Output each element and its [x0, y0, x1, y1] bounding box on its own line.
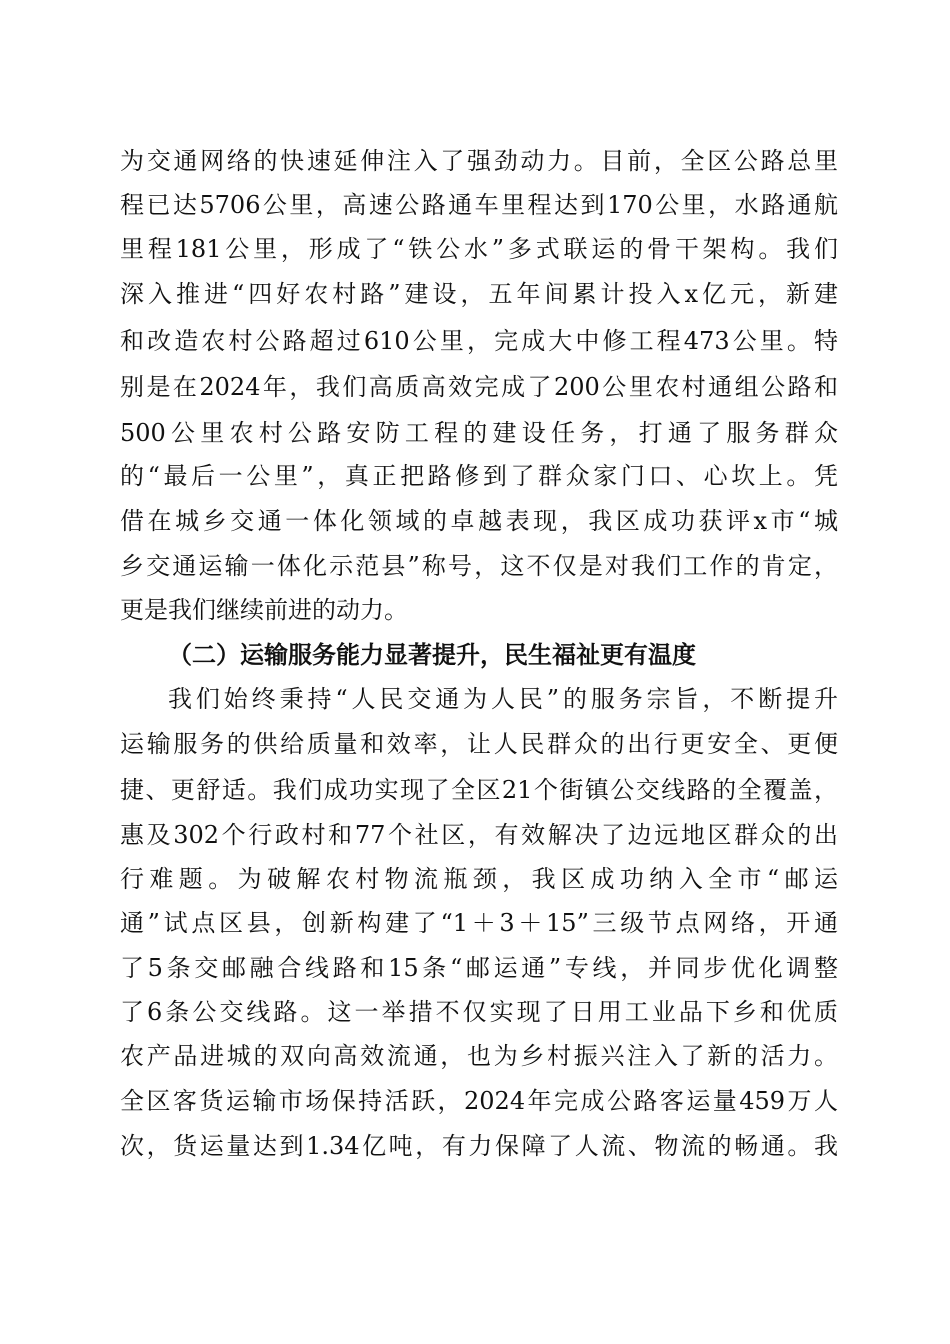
text-line: 捷、更舒适。我们成功实现了全区21个街镇公交线路的全覆盖，: [120, 776, 838, 804]
text-line: 乡交通运输一体化示范县”称号，这不仅是对我们工作的肯定，: [120, 552, 838, 580]
text-line: 农产品进城的双向高效流通，也为乡村振兴注入了新的活力。: [120, 1042, 838, 1070]
text-line: 深入推进“四好农村路”建设，五年间累计投入x亿元，新建: [120, 280, 838, 308]
text-line: 为交通网络的快速延伸注入了强劲动力。目前，全区公路总里: [120, 147, 838, 175]
text-line: 别是在2024年，我们高质高效完成了200公里农村通组公路和: [120, 373, 838, 401]
text-line: 全区客货运输市场保持活跃，2024年完成公路客运量459万人: [120, 1087, 838, 1115]
text-line: 了5条交邮融合线路和15条“邮运通”专线，并同步优化调整: [120, 954, 838, 982]
text-line: 运输服务的供给质量和效率，让人民群众的出行更安全、更便: [120, 730, 838, 758]
text-line: 和改造农村公路超过610公里，完成大中修工程473公里。特: [120, 327, 838, 355]
text-line: 行难题。为破解农村物流瓶颈，我区成功纳入全市“邮运: [120, 865, 838, 893]
text-line: 了6条公交线路。这一举措不仅实现了日用工业品下乡和优质: [120, 998, 838, 1026]
text-line: 的“最后一公里”，真正把路修到了群众家门口、心坎上。凭: [120, 462, 838, 490]
text-line: 程已达5706公里，高速公路通车里程达到170公里，水路通航: [120, 191, 838, 219]
text-line: 500公里农村公路安防工程的建设任务，打通了服务群众: [120, 419, 838, 447]
text-line: 里程181公里，形成了“铁公水”多式联运的骨干架构。我们: [120, 235, 838, 263]
text-line: 借在城乡交通一体化领域的卓越表现，我区成功获评x市“城: [120, 507, 838, 535]
text-line: 我们始终秉持“人民交通为人民”的服务宗旨，不断提升: [168, 685, 838, 713]
text-line: 次，货运量达到1.34亿吨，有力保障了人流、物流的畅通。我: [120, 1132, 838, 1160]
section-heading: （二）运输服务能力显著提升，民生福祉更有温度: [168, 640, 696, 669]
text-line: 惠及302个行政村和77个社区，有效解决了边远地区群众的出: [120, 821, 838, 849]
text-line: 更是我们继续前进的动力。: [120, 596, 408, 624]
text-line: 通”试点区县，创新构建了“1＋3＋15”三级节点网络，开通: [120, 909, 838, 937]
